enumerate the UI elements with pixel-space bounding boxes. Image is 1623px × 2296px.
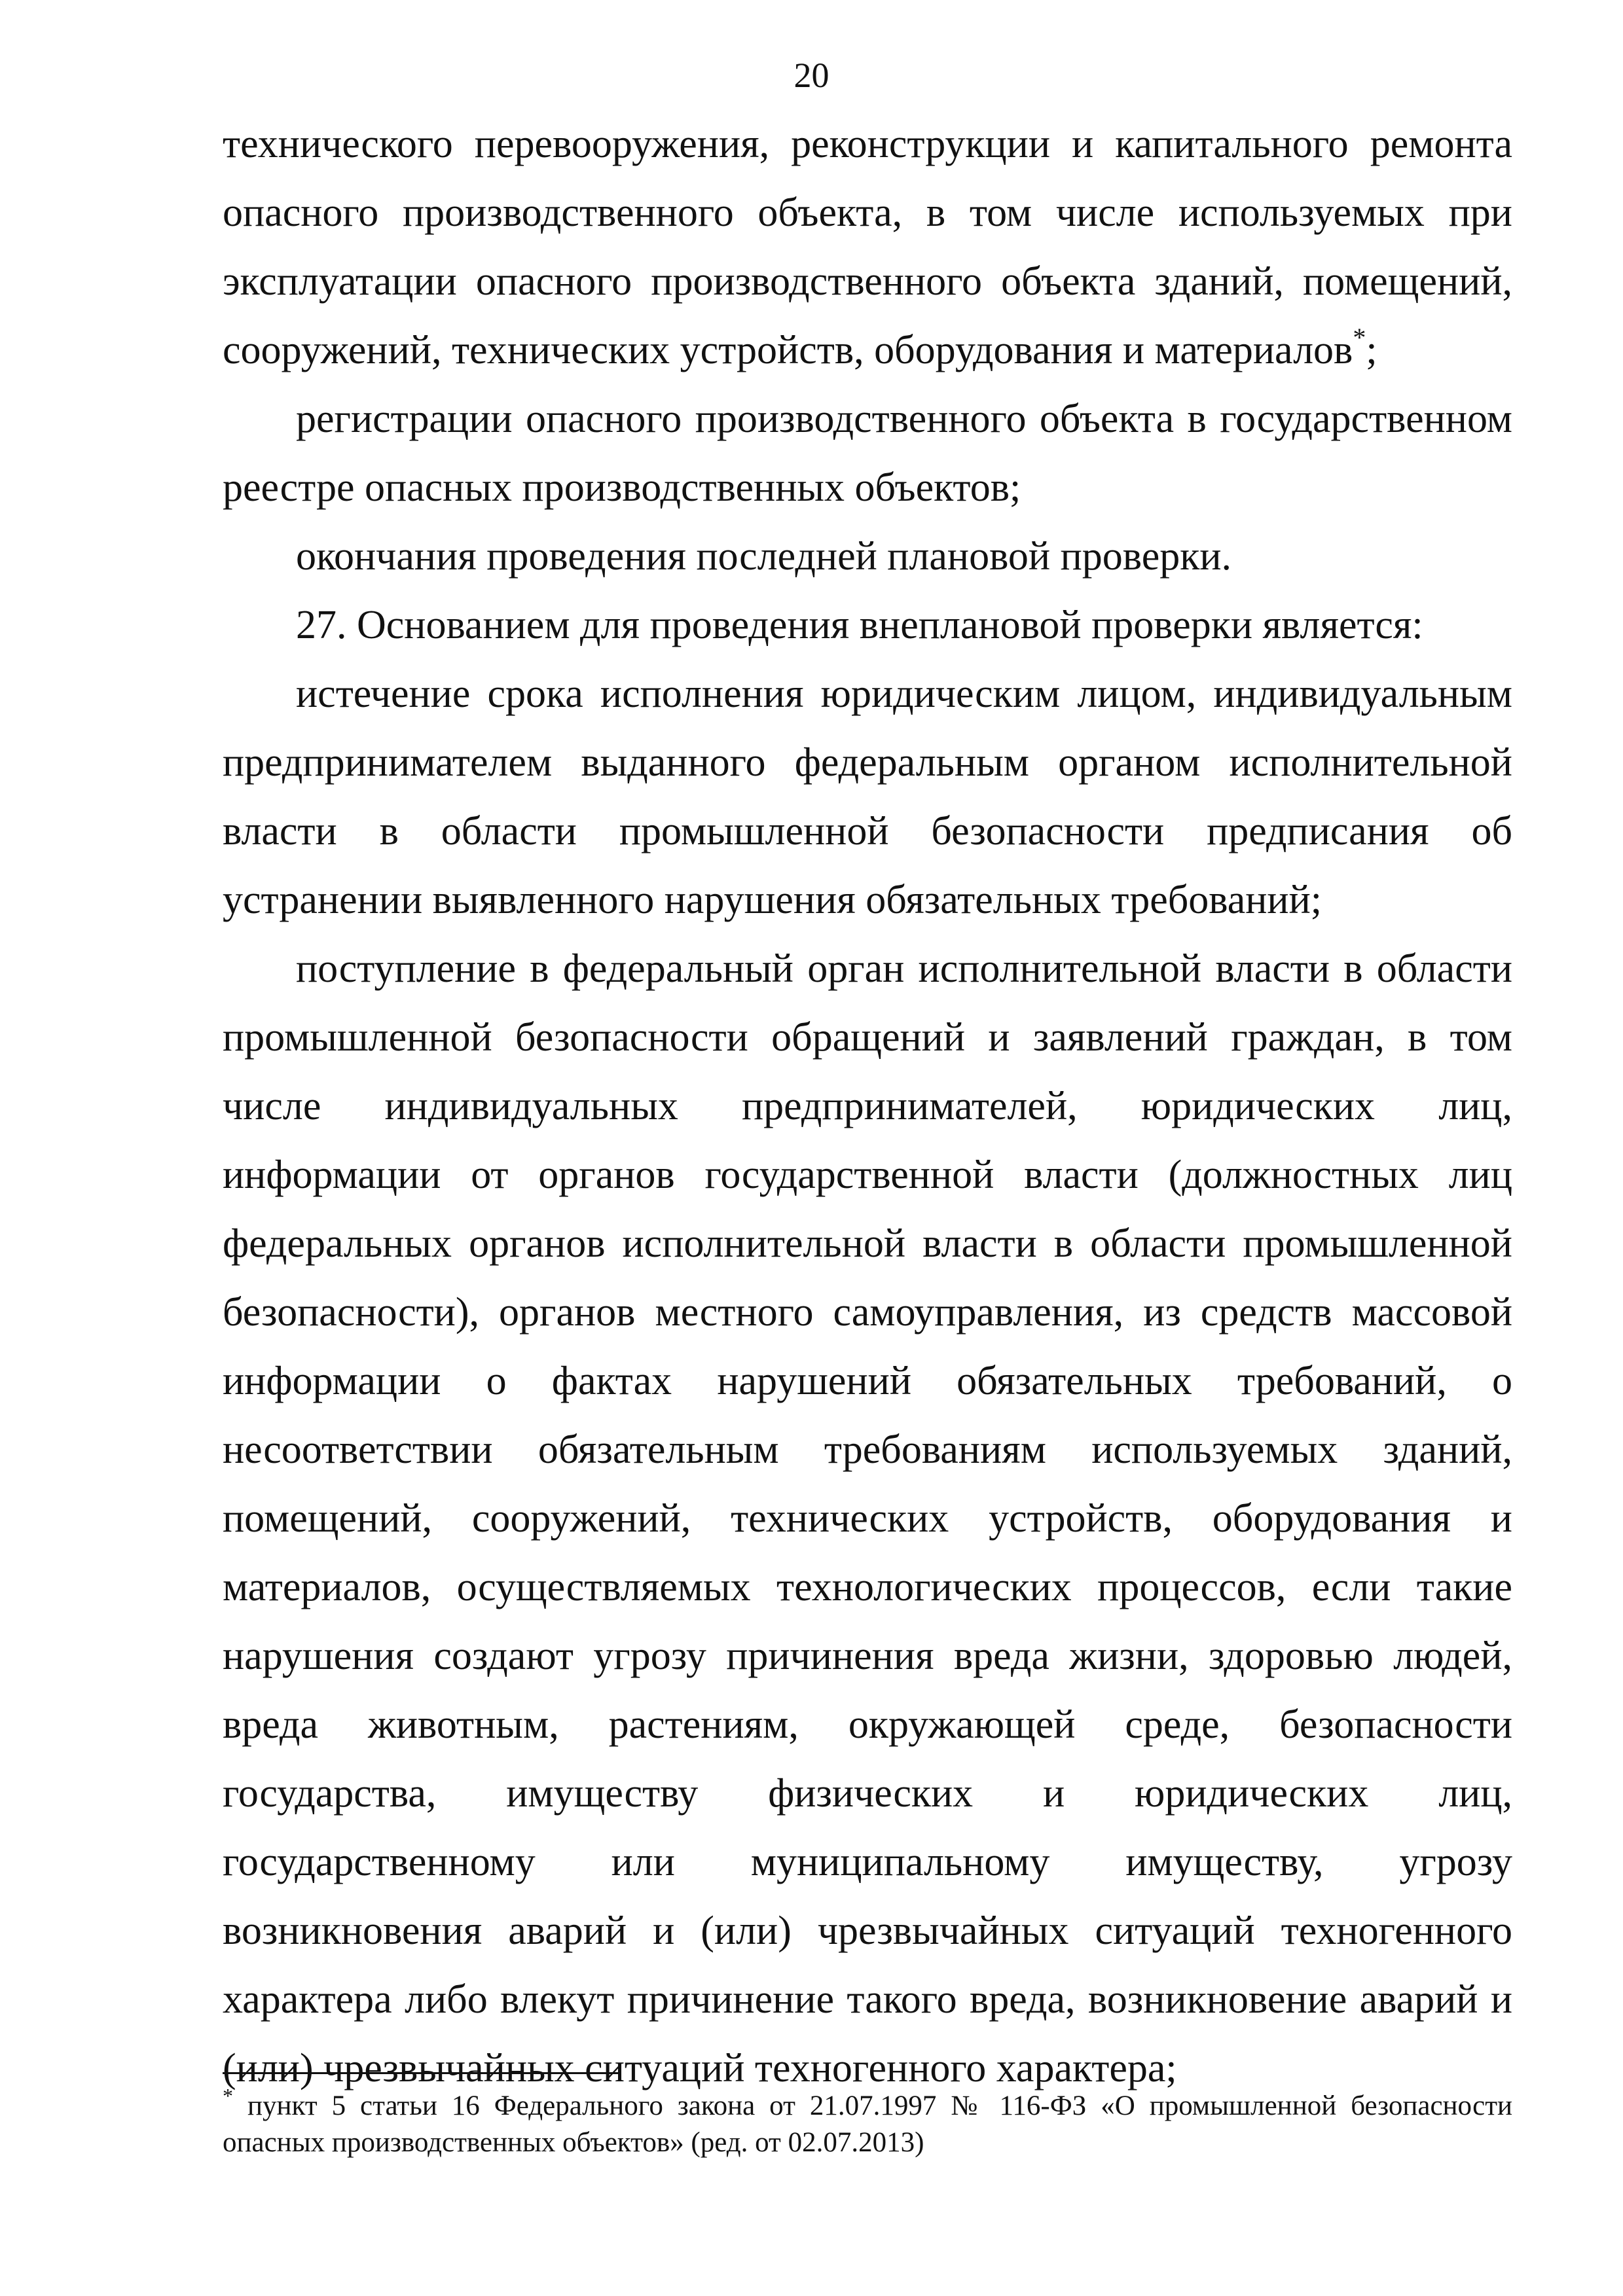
paragraph-continuation — [223, 110, 1512, 385]
footnote-reference-marker: * — [1353, 323, 1366, 352]
footnote-marker: * — [223, 2084, 233, 2108]
footnote-text: пункт 5 статьи 16 Федерального закона от 21.07.1997 № 116-ФЗ «О промышленной безопасности опасных производственных объектов» (ред. от 02.07.2013) — [223, 2090, 1512, 2158]
document-body — [223, 110, 1512, 2103]
page-number: 20 — [793, 56, 830, 95]
paragraph-suffix: ; — [1366, 328, 1377, 372]
paragraph-last-inspection: окончания проведения последней плановой проверки. — [296, 534, 1232, 579]
paragraph-complaints: поступление в федеральный орган исполнительной власти в области промышленной безопасности обращений и заявлений граждан, в том числе индивидуальных предпринимателей, юридических лиц, информации от органов государственной власти (должностных лиц федеральных органов исполнительной власти в области промышленной безопасности), органов местного самоуправления, из средств массовой информации о фактах нарушений обязательных требований, о несоответствии обязательным требованиям используемых зданий, помещений, сооружений, технических устройств, оборудования и материалов, осуществляемых технологических процессов, если такие нарушения создают угрозу причинения вреда жизни, здоровью людей, вреда животным, растениям, окружающей среде, безопасности государства, имуществу физических и юридических лиц, государственному или муниципальному имуществу, угрозу возникновения аварий и (или) чрезвычайных ситуаций техногенного характера либо влекут причинение такого вреда, возникновение аварий и (или) чрезвычайных ситуаций техногенного характера; — [223, 946, 1512, 2090]
paragraph-item-27-heading: 27. Основанием для проведения внеплановой проверки является: — [296, 603, 1423, 647]
paragraph-text: технического перевооружения, реконструкции и капитального ремонта опасного производственного объекта, в том числе используемых при эксплуатации опасного производственного объекта зданий, помещений, сооружений, технических устройств, оборудования и материалов — [223, 122, 1512, 372]
paragraph-order-expiry: истечение срока исполнения юридическим лицом, индивидуальным предпринимателем выданного федеральным органом исполнительной власти в области промышленной безопасности предписания об устранении выявленного нарушения обязательных требований; — [223, 672, 1512, 922]
footnote-divider — [223, 2072, 619, 2074]
paragraph-registration: регистрации опасного производственного объекта в государственном реестре опасных производственных объектов; — [223, 397, 1512, 510]
footnote — [223, 2084, 1512, 2161]
